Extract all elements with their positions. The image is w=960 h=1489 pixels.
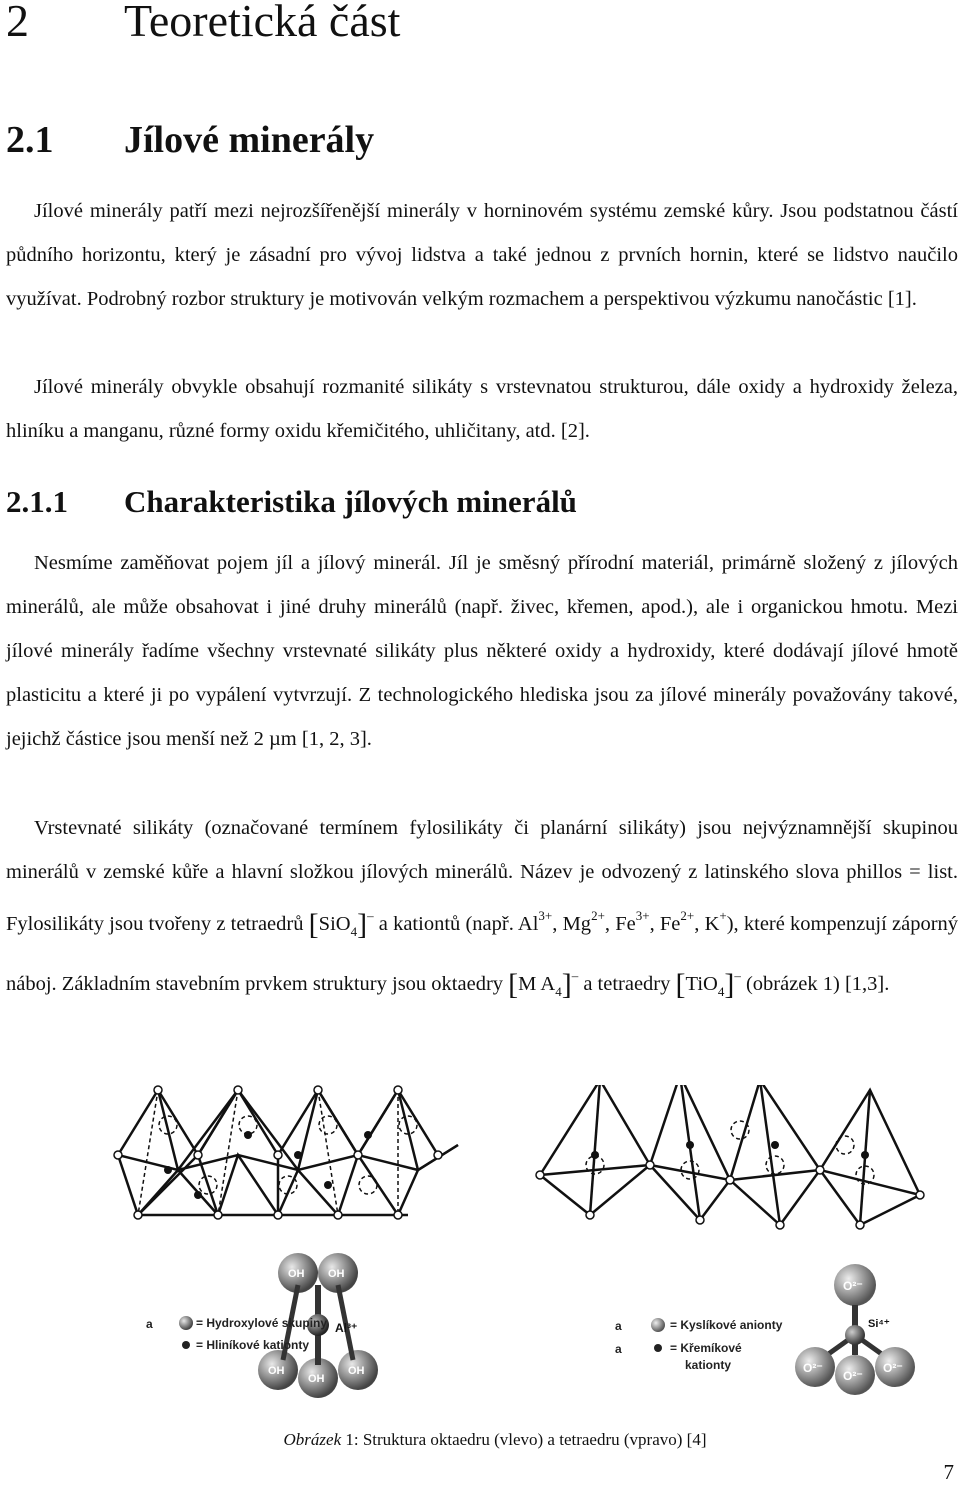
chapter-title: Teoretická část (124, 0, 401, 46)
cation-al: $Al^{3+}$ (517, 908, 553, 935)
oh-label: OH (348, 1365, 365, 1377)
paragraph-definition: Nesmíme zaměňovat pojem jíl a jílový minerál. Jíl je směsný přírodní materiál, primárně složený z jílových minerálů, ale může obsahovat i jiné druhy minerálů (např. živec, křemen, apod.), ale i organickou hmotu. Mezi jílové minerály řadíme všechny vrstevnaté silikáty plus některé oxidy a hydroxidy, které dodávají jílové hmotě plasticitu a které ji po vypálení vytvrzují. Z technologického hlediska jsou za jílové minerály považovány takové, jejichž částice jsou menší než 2 µm [1, 2, 3]. (6, 552, 958, 750)
cation-fe2: $Fe^{2+}$ (659, 908, 695, 935)
octahedral-sheet-drawing (118, 1090, 458, 1215)
legend-a: a (615, 1342, 622, 1356)
section-heading (6, 118, 374, 162)
cation-mg: $Mg^{2+}$ (562, 908, 605, 935)
o-label: O²⁻ (843, 1369, 863, 1383)
legend-aluminium: = Hliníkové kationty (196, 1338, 310, 1352)
cation-fe3: $Fe^{3+}$ (615, 908, 650, 935)
p4-cations-intro: a kationtů (např. (378, 913, 514, 935)
si-label: Si⁴⁺ (868, 1318, 890, 1330)
octahedra-diagram (108, 1085, 468, 1405)
oh-label: OH (308, 1373, 325, 1385)
figure-caption (0, 1430, 960, 1450)
paragraph-intro: Jílové minerály patří mezi nejrozšířenější minerály v horninovém systému zemské kůry. Jsou podstatnou částí půdního horizontu, který je zásadní pro vývoj lidstva a také jednou z prvních hornin, které se lidstvo naučilo využívat. Podrobný rozbor struktury je motivován velkým rozmachem a perspektivou výzkumu nanočástic [1]. (6, 200, 958, 310)
caption-text: 1: Struktura oktaedru (vlevo) a tetraedru (vpravo) [4] (345, 1430, 707, 1449)
figure-octahedra (108, 1085, 468, 1405)
chapter-number: 2 (6, 0, 29, 46)
oh-label: OH (328, 1268, 345, 1280)
p4-text-end: (obrázek 1) [1,3]. (745, 973, 890, 995)
o-label: O²⁻ (803, 1361, 823, 1375)
section-number: 2.1 (6, 119, 54, 161)
subsection-heading (6, 484, 577, 520)
paragraph-phyllosilicates: Vrstevnaté silikáty (označované termínem fylosilikáty či planární silikáty) jsou nejvýznamnější skupinou minerálů v zemské kůře a hlavní složkou jílových minerálů. Název je odvozený z latinského slova phillos = list. Fylosilikáty jsou tvořeny z tetraedrů [SiO$_4$]– a kationtů (např. $Al^{3+}$, $Mg^{2+}$, $Fe^{3+}$, $Fe^{2+}$, K+), které kompenzují záporný náboj. Základním stavebním prvkem struktury jsou oktaedry [M $A_4]^-$ a tetraedry [TiO$_4$]– (obrázek 1) [1,3]. (6, 817, 959, 1001)
o-label: O²⁻ (883, 1361, 903, 1375)
legend-a: a (146, 1317, 153, 1331)
subsection-title: Charakteristika jílových minerálů (124, 484, 577, 519)
tetrahedra-diagram (530, 1085, 950, 1405)
formula-ma4: [M $A_4]^-$ (508, 968, 579, 1001)
o-label: O²⁻ (843, 1279, 863, 1293)
p4-text-start: Vrstevnaté silikáty (označované termínem fylosilikáty či planární silikáty) jsou nejvýznamnější skupinou minerálů v zemské kůře a hlavní složkou jílových minerálů. Název je odvozený z latinského slova phillos = list. Fylosilikáty jsou tvořeny z tetraedrů (6, 817, 958, 935)
formula-tio4: [TiO$_4$]– (675, 968, 741, 1001)
legend-silicon: = Křemíkové (670, 1341, 742, 1355)
al-label: Al³⁺ (335, 1321, 358, 1335)
paragraph-composition: Jílové minerály obvykle obsahují rozmanité silikáty s vrstevnatou strukturou, dále oxidy a hydroxidy železa, hliníku a manganu, různé formy oxidu křemičitého, uhličitany, atd. [2]. (6, 376, 958, 442)
oh-label: OH (288, 1268, 305, 1280)
section-title: Jílové minerály (124, 119, 375, 161)
subsection-number: 2.1.1 (6, 484, 68, 519)
cation-k: K+ (704, 908, 727, 935)
p4-text-and: a tetraedry (583, 973, 671, 995)
formula-sio4: [SiO$_4$]– (308, 908, 374, 941)
p4-text-mid: ), které kompenzují záporný náboj. Základním stavebním prvkem struktury jsou oktaedry (6, 913, 959, 995)
oh-label: OH (268, 1365, 285, 1377)
caption-label: Obrázek (283, 1430, 342, 1449)
legend-a: a (615, 1319, 622, 1333)
legend-oxygen: = Kyslíkové anionty (670, 1318, 783, 1332)
si-sphere (845, 1325, 865, 1345)
page-number: 7 (943, 1460, 954, 1484)
legend-silicon-cont: kationty (685, 1358, 732, 1372)
chapter-heading (6, 0, 400, 47)
legend-hydroxyl: = Hydroxylové skupiny (196, 1316, 328, 1330)
figure-tetrahedra (530, 1085, 950, 1405)
